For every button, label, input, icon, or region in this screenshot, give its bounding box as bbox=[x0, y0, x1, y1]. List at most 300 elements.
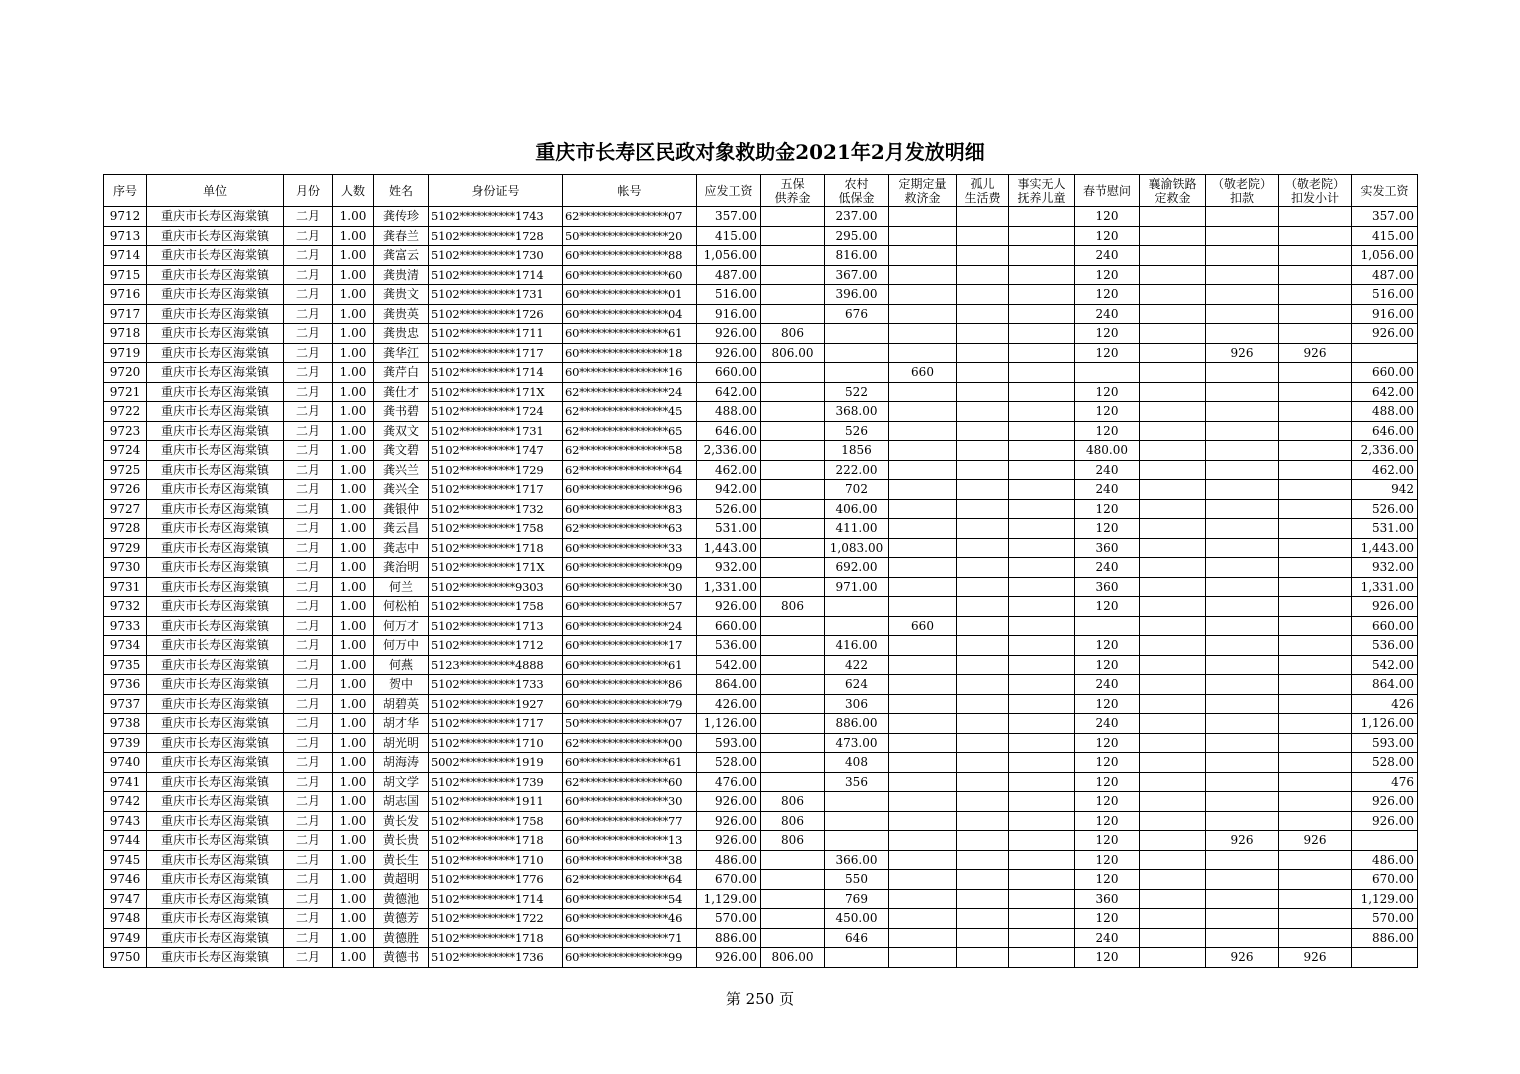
table-cell: 480.00 bbox=[1075, 441, 1140, 461]
table-cell: 120 bbox=[1075, 402, 1140, 422]
table-cell bbox=[1206, 772, 1279, 792]
table-cell: 646.00 bbox=[697, 421, 761, 441]
table-cell bbox=[1140, 909, 1206, 929]
table-cell: 2,336.00 bbox=[697, 441, 761, 461]
table-cell: 5102**********1728 bbox=[429, 226, 563, 246]
table-cell: 9743 bbox=[104, 811, 147, 831]
table-cell: 黄德芳 bbox=[374, 909, 429, 929]
table-cell bbox=[761, 402, 825, 422]
table-cell: 550 bbox=[825, 870, 889, 890]
column-header: 五保 供养金 bbox=[761, 175, 825, 207]
table-cell: 1.00 bbox=[333, 246, 374, 266]
table-row bbox=[104, 382, 1418, 402]
table-cell: 1.00 bbox=[333, 226, 374, 246]
table-cell bbox=[889, 889, 957, 909]
table-cell: 60****************13 bbox=[563, 831, 697, 851]
table-cell bbox=[1206, 792, 1279, 812]
table-cell: 5102**********1729 bbox=[429, 460, 563, 480]
table-cell: 926 bbox=[1279, 343, 1352, 363]
relief-payment-table bbox=[103, 174, 1418, 968]
table-cell: 5102**********1758 bbox=[429, 811, 563, 831]
table-cell bbox=[761, 285, 825, 305]
table-cell bbox=[1009, 928, 1075, 948]
table-cell bbox=[1206, 460, 1279, 480]
table-cell: 366.00 bbox=[825, 850, 889, 870]
table-cell: 670.00 bbox=[1352, 870, 1418, 890]
table-cell bbox=[889, 655, 957, 675]
table-cell: 5123**********4888 bbox=[429, 655, 563, 675]
table-cell: 488.00 bbox=[697, 402, 761, 422]
table-cell bbox=[1279, 772, 1352, 792]
table-cell: 360 bbox=[1075, 889, 1140, 909]
table-cell: 重庆市长寿区海棠镇 bbox=[147, 733, 284, 753]
table-cell: 1.00 bbox=[333, 538, 374, 558]
table-cell bbox=[761, 265, 825, 285]
table-row bbox=[104, 675, 1418, 695]
table-cell: 龚兴全 bbox=[374, 480, 429, 500]
table-cell: 龚治明 bbox=[374, 558, 429, 578]
table-cell: 926 bbox=[1206, 831, 1279, 851]
table-cell bbox=[1140, 831, 1206, 851]
table-cell: 二月 bbox=[284, 636, 333, 656]
table-cell: 660.00 bbox=[697, 616, 761, 636]
table-cell: 9739 bbox=[104, 733, 147, 753]
table-cell: 1.00 bbox=[333, 421, 374, 441]
table-cell: 5102**********1718 bbox=[429, 831, 563, 851]
table-cell bbox=[1009, 226, 1075, 246]
table-cell: 重庆市长寿区海棠镇 bbox=[147, 558, 284, 578]
table-cell bbox=[1140, 616, 1206, 636]
table-cell bbox=[1140, 207, 1206, 227]
table-cell: 5102**********1710 bbox=[429, 733, 563, 753]
table-cell bbox=[1009, 616, 1075, 636]
table-cell bbox=[1279, 460, 1352, 480]
table-row bbox=[104, 831, 1418, 851]
table-cell: 重庆市长寿区海棠镇 bbox=[147, 265, 284, 285]
table-cell: 1,331.00 bbox=[1352, 577, 1418, 597]
table-cell bbox=[761, 870, 825, 890]
table-cell bbox=[1140, 753, 1206, 773]
table-cell: 932.00 bbox=[697, 558, 761, 578]
table-cell bbox=[761, 616, 825, 636]
table-cell: 1.00 bbox=[333, 558, 374, 578]
table-cell bbox=[889, 519, 957, 539]
table-cell: 9740 bbox=[104, 753, 147, 773]
table-cell bbox=[889, 324, 957, 344]
table-cell bbox=[1009, 538, 1075, 558]
table-cell: 9726 bbox=[104, 480, 147, 500]
table-cell bbox=[889, 597, 957, 617]
table-cell bbox=[1140, 655, 1206, 675]
table-cell: 重庆市长寿区海棠镇 bbox=[147, 207, 284, 227]
table-cell: 5102**********1927 bbox=[429, 694, 563, 714]
table-cell bbox=[889, 441, 957, 461]
table-cell: 9747 bbox=[104, 889, 147, 909]
table-body bbox=[104, 207, 1418, 968]
table-cell bbox=[1009, 597, 1075, 617]
table-cell bbox=[957, 870, 1009, 890]
table-cell: 357.00 bbox=[1352, 207, 1418, 227]
table-cell bbox=[1206, 870, 1279, 890]
table-cell bbox=[761, 363, 825, 383]
table-cell bbox=[1206, 694, 1279, 714]
table-row bbox=[104, 460, 1418, 480]
table-cell bbox=[1279, 616, 1352, 636]
table-cell: 676 bbox=[825, 304, 889, 324]
table-cell: 9749 bbox=[104, 928, 147, 948]
table-cell: 重庆市长寿区海棠镇 bbox=[147, 655, 284, 675]
table-cell bbox=[1009, 363, 1075, 383]
table-cell: 5102**********1724 bbox=[429, 402, 563, 422]
column-header: 应发工资 bbox=[697, 175, 761, 207]
table-cell: 二月 bbox=[284, 343, 333, 363]
table-cell bbox=[1140, 324, 1206, 344]
table-cell bbox=[957, 675, 1009, 695]
table-cell: 5102**********1731 bbox=[429, 285, 563, 305]
table-cell: 926 bbox=[1206, 343, 1279, 363]
table-cell: 120 bbox=[1075, 655, 1140, 675]
table-cell bbox=[889, 226, 957, 246]
table-cell: 9714 bbox=[104, 246, 147, 266]
table-cell bbox=[1009, 499, 1075, 519]
table-cell bbox=[1206, 928, 1279, 948]
table-cell bbox=[1009, 421, 1075, 441]
table-header-row bbox=[104, 175, 1418, 207]
table-cell: 60****************09 bbox=[563, 558, 697, 578]
table-cell bbox=[1206, 577, 1279, 597]
table-cell: 5102**********1714 bbox=[429, 265, 563, 285]
table-cell: 240 bbox=[1075, 246, 1140, 266]
table-cell: 660.00 bbox=[1352, 363, 1418, 383]
table-cell: 806.00 bbox=[761, 948, 825, 968]
table-cell bbox=[889, 285, 957, 305]
table-cell bbox=[957, 343, 1009, 363]
table-cell: 二月 bbox=[284, 304, 333, 324]
table-cell: 二月 bbox=[284, 519, 333, 539]
table-cell: 806 bbox=[761, 831, 825, 851]
table-cell: 1,126.00 bbox=[697, 714, 761, 734]
table-cell bbox=[1009, 246, 1075, 266]
table-cell bbox=[1009, 265, 1075, 285]
table-cell: 62****************00 bbox=[563, 733, 697, 753]
table-cell: 624 bbox=[825, 675, 889, 695]
table-cell bbox=[1279, 441, 1352, 461]
table-cell: 1.00 bbox=[333, 928, 374, 948]
table-cell: 60****************77 bbox=[563, 811, 697, 831]
table-cell bbox=[1206, 265, 1279, 285]
table-cell bbox=[1206, 597, 1279, 617]
table-cell: 9719 bbox=[104, 343, 147, 363]
table-cell: 5102**********1739 bbox=[429, 772, 563, 792]
table-cell: 120 bbox=[1075, 948, 1140, 968]
table-row bbox=[104, 363, 1418, 383]
table-cell: 487.00 bbox=[1352, 265, 1418, 285]
table-cell bbox=[1009, 850, 1075, 870]
table-cell: 1,129.00 bbox=[697, 889, 761, 909]
table-cell bbox=[957, 480, 1009, 500]
table-cell bbox=[1009, 889, 1075, 909]
table-cell: 重庆市长寿区海棠镇 bbox=[147, 831, 284, 851]
table-cell: 二月 bbox=[284, 850, 333, 870]
table-row bbox=[104, 265, 1418, 285]
table-cell: 1.00 bbox=[333, 792, 374, 812]
table-cell bbox=[1009, 460, 1075, 480]
table-cell: 9729 bbox=[104, 538, 147, 558]
table-cell: 62****************64 bbox=[563, 460, 697, 480]
table-cell: 1.00 bbox=[333, 733, 374, 753]
table-cell: 二月 bbox=[284, 363, 333, 383]
table-cell: 886.00 bbox=[1352, 928, 1418, 948]
table-cell: 222.00 bbox=[825, 460, 889, 480]
table-cell: 龚华江 bbox=[374, 343, 429, 363]
table-cell: 120 bbox=[1075, 850, 1140, 870]
table-cell bbox=[825, 597, 889, 617]
table-cell: 龚富云 bbox=[374, 246, 429, 266]
table-cell: 926.00 bbox=[697, 597, 761, 617]
table-row bbox=[104, 577, 1418, 597]
table-cell bbox=[1140, 675, 1206, 695]
table-cell bbox=[825, 811, 889, 831]
table-cell bbox=[957, 402, 1009, 422]
table-cell: 120 bbox=[1075, 597, 1140, 617]
table-cell: 120 bbox=[1075, 909, 1140, 929]
table-cell bbox=[1009, 402, 1075, 422]
table-cell bbox=[1279, 753, 1352, 773]
table-cell bbox=[761, 480, 825, 500]
table-cell: 9750 bbox=[104, 948, 147, 968]
table-cell: 重庆市长寿区海棠镇 bbox=[147, 772, 284, 792]
table-cell bbox=[1140, 733, 1206, 753]
table-cell: 二月 bbox=[284, 441, 333, 461]
table-cell: 926 bbox=[1279, 831, 1352, 851]
table-cell bbox=[889, 343, 957, 363]
table-cell: 426.00 bbox=[697, 694, 761, 714]
table-cell: 536.00 bbox=[697, 636, 761, 656]
column-header: 事实无人 抚养儿童 bbox=[1009, 175, 1075, 207]
table-cell bbox=[761, 909, 825, 929]
table-cell: 864.00 bbox=[1352, 675, 1418, 695]
column-header: 春节慰问 bbox=[1075, 175, 1140, 207]
table-cell bbox=[1206, 226, 1279, 246]
table-row bbox=[104, 655, 1418, 675]
table-cell bbox=[1140, 421, 1206, 441]
table-cell: 120 bbox=[1075, 499, 1140, 519]
table-cell bbox=[1279, 714, 1352, 734]
table-cell bbox=[1009, 343, 1075, 363]
table-cell bbox=[1009, 870, 1075, 890]
table-cell: 60****************46 bbox=[563, 909, 697, 929]
table-cell bbox=[889, 480, 957, 500]
table-cell bbox=[957, 753, 1009, 773]
table-cell: 926.00 bbox=[697, 343, 761, 363]
table-cell: 1.00 bbox=[333, 675, 374, 695]
table-cell: 120 bbox=[1075, 207, 1140, 227]
table-cell: 贺中 bbox=[374, 675, 429, 695]
table-cell: 926 bbox=[1279, 948, 1352, 968]
table-cell: 9713 bbox=[104, 226, 147, 246]
table-cell: 60****************30 bbox=[563, 792, 697, 812]
table-cell bbox=[1140, 363, 1206, 383]
table-cell: 816.00 bbox=[825, 246, 889, 266]
table-cell: 9722 bbox=[104, 402, 147, 422]
table-cell: 5102**********1714 bbox=[429, 363, 563, 383]
table-cell bbox=[1009, 304, 1075, 324]
table-cell: 120 bbox=[1075, 694, 1140, 714]
table-cell bbox=[957, 597, 1009, 617]
table-cell: 120 bbox=[1075, 226, 1140, 246]
table-cell bbox=[1140, 948, 1206, 968]
table-cell bbox=[1009, 772, 1075, 792]
table-cell: 1.00 bbox=[333, 655, 374, 675]
table-cell bbox=[1206, 421, 1279, 441]
table-cell: 1.00 bbox=[333, 207, 374, 227]
table-cell: 1.00 bbox=[333, 382, 374, 402]
table-cell: 龚云昌 bbox=[374, 519, 429, 539]
table-cell bbox=[889, 421, 957, 441]
table-cell: 1.00 bbox=[333, 948, 374, 968]
table-cell: 60****************17 bbox=[563, 636, 697, 656]
table-cell: 龚芹白 bbox=[374, 363, 429, 383]
table-cell: 660.00 bbox=[697, 363, 761, 383]
table-cell bbox=[1140, 480, 1206, 500]
table-cell: 重庆市长寿区海棠镇 bbox=[147, 480, 284, 500]
table-cell: 龚贵英 bbox=[374, 304, 429, 324]
table-cell: 692.00 bbox=[825, 558, 889, 578]
table-cell: 531.00 bbox=[697, 519, 761, 539]
table-cell: 黄德胜 bbox=[374, 928, 429, 948]
table-row bbox=[104, 850, 1418, 870]
table-cell bbox=[1279, 733, 1352, 753]
table-cell bbox=[1140, 343, 1206, 363]
table-row bbox=[104, 246, 1418, 266]
table-row bbox=[104, 441, 1418, 461]
table-cell: 1,129.00 bbox=[1352, 889, 1418, 909]
table-row bbox=[104, 304, 1418, 324]
table-cell: 龚书碧 bbox=[374, 402, 429, 422]
table-cell bbox=[889, 792, 957, 812]
table-cell bbox=[1279, 207, 1352, 227]
table-cell bbox=[1140, 577, 1206, 597]
table-cell: 120 bbox=[1075, 265, 1140, 285]
table-row bbox=[104, 928, 1418, 948]
table-cell: 60****************16 bbox=[563, 363, 697, 383]
table-cell: 1.00 bbox=[333, 811, 374, 831]
table-cell bbox=[1279, 558, 1352, 578]
table-cell: 120 bbox=[1075, 285, 1140, 305]
table-cell: 426 bbox=[1352, 694, 1418, 714]
table-cell: 806 bbox=[761, 811, 825, 831]
table-cell bbox=[1279, 889, 1352, 909]
table-cell bbox=[1279, 577, 1352, 597]
table-cell: 二月 bbox=[284, 460, 333, 480]
table-cell: 黄超明 bbox=[374, 870, 429, 890]
table-cell: 62****************64 bbox=[563, 870, 697, 890]
table-cell: 二月 bbox=[284, 948, 333, 968]
table-cell: 5102**********1747 bbox=[429, 441, 563, 461]
table-cell: 龚贵清 bbox=[374, 265, 429, 285]
table-cell bbox=[1140, 402, 1206, 422]
table-cell: 646.00 bbox=[1352, 421, 1418, 441]
table-cell: 526.00 bbox=[1352, 499, 1418, 519]
table-cell: 二月 bbox=[284, 655, 333, 675]
table-cell bbox=[1279, 928, 1352, 948]
table-cell: 60****************24 bbox=[563, 616, 697, 636]
table-cell bbox=[889, 499, 957, 519]
table-cell: 120 bbox=[1075, 343, 1140, 363]
table-cell bbox=[761, 226, 825, 246]
table-cell: 240 bbox=[1075, 675, 1140, 695]
table-cell bbox=[1279, 421, 1352, 441]
table-cell: 942 bbox=[1352, 480, 1418, 500]
table-cell: 9724 bbox=[104, 441, 147, 461]
table-cell bbox=[1279, 850, 1352, 870]
table-cell: 886.00 bbox=[697, 928, 761, 948]
table-cell bbox=[1279, 694, 1352, 714]
table-row bbox=[104, 811, 1418, 831]
table-cell: 516.00 bbox=[1352, 285, 1418, 305]
table-cell: 黄长生 bbox=[374, 850, 429, 870]
table-cell: 476.00 bbox=[697, 772, 761, 792]
table-cell: 120 bbox=[1075, 324, 1140, 344]
table-cell: 二月 bbox=[284, 733, 333, 753]
table-cell: 1.00 bbox=[333, 870, 374, 890]
table-cell: 120 bbox=[1075, 831, 1140, 851]
table-cell: 1856 bbox=[825, 441, 889, 461]
table-cell bbox=[761, 382, 825, 402]
table-cell: 462.00 bbox=[697, 460, 761, 480]
table-cell: 5102**********1731 bbox=[429, 421, 563, 441]
table-row bbox=[104, 870, 1418, 890]
table-cell bbox=[957, 636, 1009, 656]
table-cell: 769 bbox=[825, 889, 889, 909]
table-cell: 二月 bbox=[284, 499, 333, 519]
table-cell bbox=[1009, 207, 1075, 227]
column-header: 实发工资 bbox=[1352, 175, 1418, 207]
table-cell: 1.00 bbox=[333, 694, 374, 714]
table-cell: 120 bbox=[1075, 811, 1140, 831]
table-cell: 二月 bbox=[284, 909, 333, 929]
table-cell: 642.00 bbox=[697, 382, 761, 402]
table-cell bbox=[1140, 519, 1206, 539]
table-cell bbox=[825, 343, 889, 363]
table-cell: 295.00 bbox=[825, 226, 889, 246]
table-cell: 重庆市长寿区海棠镇 bbox=[147, 402, 284, 422]
table-cell: 胡光明 bbox=[374, 733, 429, 753]
table-cell bbox=[1206, 304, 1279, 324]
table-cell: 9730 bbox=[104, 558, 147, 578]
table-cell: 516.00 bbox=[697, 285, 761, 305]
column-header: 帐号 bbox=[563, 175, 697, 207]
table-cell: 806.00 bbox=[761, 343, 825, 363]
table-cell: 9715 bbox=[104, 265, 147, 285]
table-cell bbox=[1279, 597, 1352, 617]
table-cell: 702 bbox=[825, 480, 889, 500]
table-cell: 1,126.00 bbox=[1352, 714, 1418, 734]
table-cell: 何万中 bbox=[374, 636, 429, 656]
table-cell: 9727 bbox=[104, 499, 147, 519]
table-cell: 1,083.00 bbox=[825, 538, 889, 558]
table-cell: 593.00 bbox=[697, 733, 761, 753]
table-cell: 二月 bbox=[284, 246, 333, 266]
table-cell: 926.00 bbox=[697, 792, 761, 812]
table-cell bbox=[1206, 811, 1279, 831]
table-cell: 9728 bbox=[104, 519, 147, 539]
table-cell: 486.00 bbox=[1352, 850, 1418, 870]
table-cell: 60****************01 bbox=[563, 285, 697, 305]
table-cell: 60****************61 bbox=[563, 655, 697, 675]
table-cell: 重庆市长寿区海棠镇 bbox=[147, 909, 284, 929]
table-cell bbox=[1075, 616, 1140, 636]
